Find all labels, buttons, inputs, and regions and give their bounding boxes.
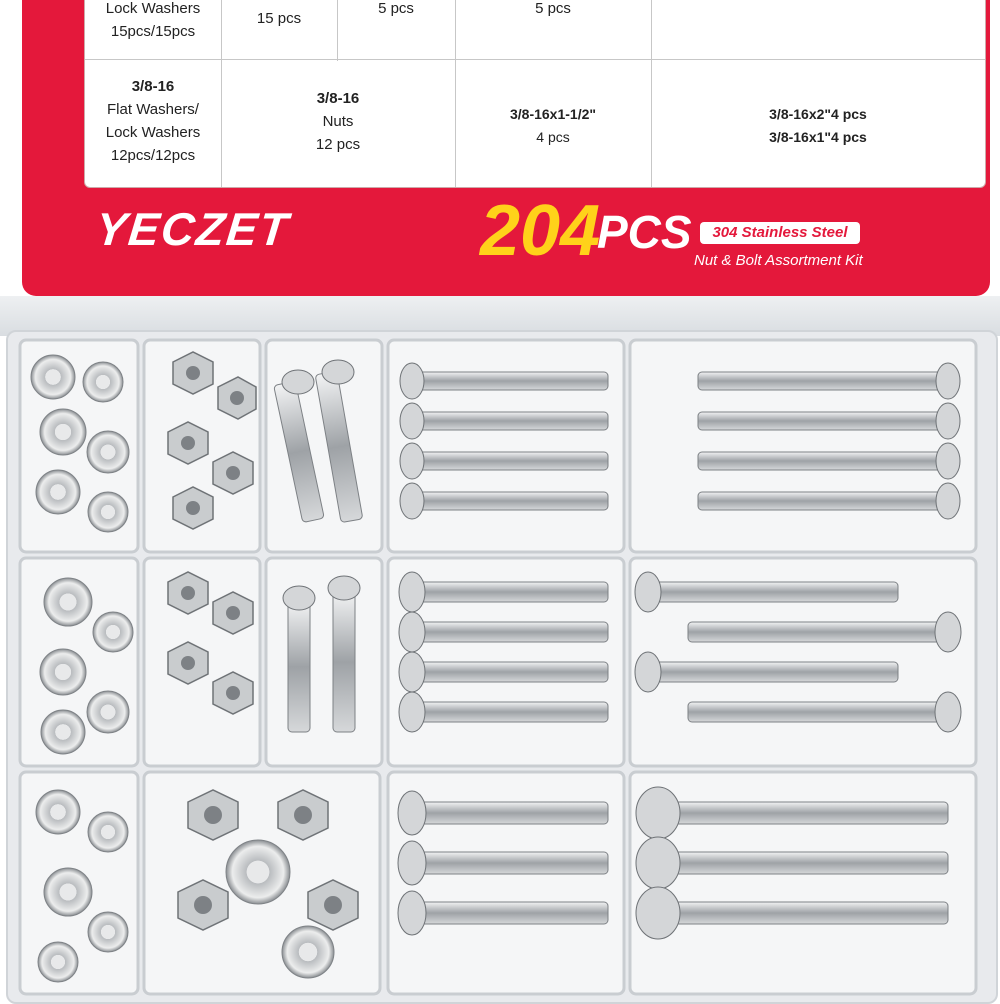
cell-nuts-row1: 15 pcs [256,10,302,27]
brand-logo: YECZET [93,203,293,255]
cell-washers-row2: 3/8-16 Flat Washers/ Lock Washers 12pcs/12pcs [105,78,201,164]
cell-bolt-long-row2: 3/8-16x2"4 pcs 3/8-16x1"4 pcs [769,106,867,145]
tray-compartments [8,332,996,1002]
parts-table [84,0,986,188]
cell-nuts-row2: 3/8-16 Nuts 12 pcs [315,90,361,153]
kit-name: Nut & Bolt Assortment Kit [694,252,863,269]
piece-count: 204 [480,191,601,271]
cell-washers-row1: Lock Washers 15pcs/15pcs [105,0,201,40]
organizer-tray [6,330,998,1004]
piece-count-unit: PCS [597,206,692,258]
table-divider [651,0,652,187]
cell-col4-row1: 5 pcs [535,0,571,17]
cell-bolt-short-row2: 3/8-16x1-1/2" 4 pcs [509,106,597,145]
table-divider [455,0,456,187]
material-badge: 304 Stainless Steel [700,222,860,244]
cell-col3-row1: 5 pcs [378,0,414,17]
table-divider [85,59,985,60]
